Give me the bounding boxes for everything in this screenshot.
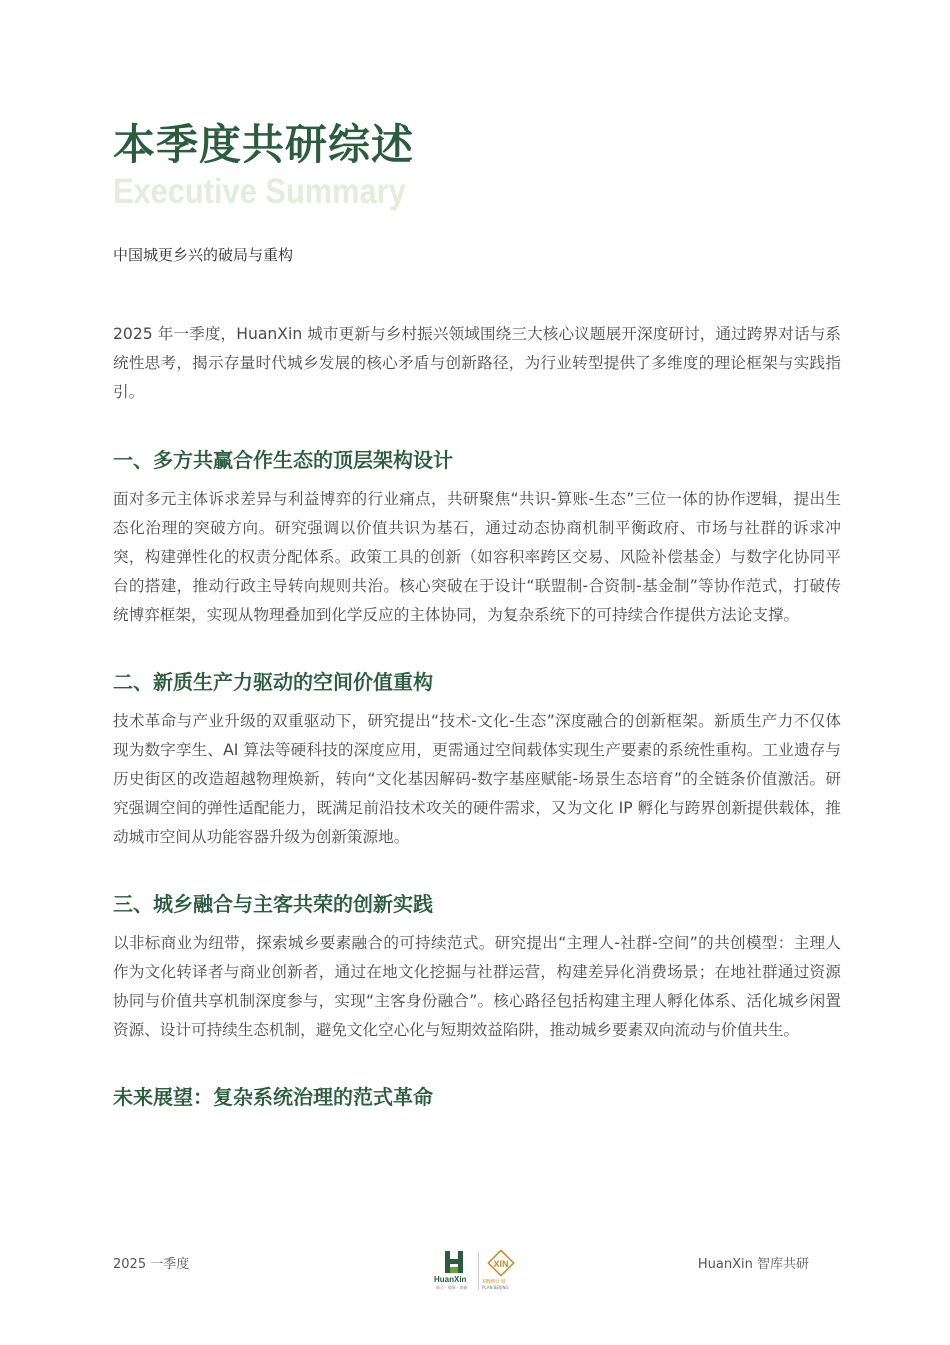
page-title-english: Executive Summary <box>113 172 406 211</box>
section-outlook <box>113 1082 841 1112</box>
section-3-body: 以非标商业为纽带，探索城乡要素融合的可持续范式。研究提出“主理人-社群-空间”的共创模型：主理人作为文化转译者与商业创新者，通过在地文化挖掘与社群运营，构建差异化消费场景；在地社群通过资源协同与价值共享机制深度参与，实现“主客身份融合”。核心路径包括构建主理人孵化体系、活化城乡闲置资源、设计可持续生态机制，避免文化空心化与短期效益陷阱，推动城乡要素双向流动与价值共生。 <box>113 934 841 1039</box>
footer-period: 2025 一季度 <box>113 1257 190 1272</box>
xin-plan-logo-icon <box>481 1250 521 1280</box>
outlook-title: 未来展望：复杂系统治理的范式革命 <box>113 1085 433 1109</box>
section-2 <box>113 667 841 852</box>
huanxin-logo-icon <box>432 1248 478 1276</box>
intro-paragraph: 2025 年一季度，HuanXin 城市更新与乡村振兴领域围绕三大核心议题展开深度研讨，通过跨界对话与系统性思考，揭示存量时代城乡发展的核心矛盾与创新路径，为行业转型提供了多维度的理论框架与实践指引。 <box>113 325 841 401</box>
huanxin-logo-text: HuanXin <box>434 1275 467 1284</box>
section-1 <box>113 445 841 630</box>
section-3 <box>113 889 841 1045</box>
section-2-title: 二、新质生产力驱动的空间价值重构 <box>113 670 433 694</box>
page-title: 本季度共研综述 <box>113 120 415 169</box>
huanxin-logo-tagline: 焕心 · 焕新 · 焕新 <box>436 1285 468 1290</box>
logo-divider <box>478 1252 479 1290</box>
section-3-title: 三、城乡融合与主客共荣的创新实践 <box>113 892 433 916</box>
footer-logos <box>432 1248 522 1296</box>
xin-logo-mark: XIN <box>493 1259 509 1269</box>
xin-plan-logo-tagline: PLAN BEIJING <box>482 1285 509 1290</box>
section-1-body: 面对多元主体诉求差异与利益博弈的行业痛点，共研聚焦“共识-算账-生态”三位一体的协作逻辑，提出生态化治理的突破方向。研究强调以价值共识为基石，通过动态协商机制平衡政府、市场与社群的诉求冲突，构建弹性化的权责分配体系。政策工具的创新（如容积率跨区交易、风险补偿基金）与数字化协同平台的搭建，推动行政主导转向规则共治。核心突破在于设计“联盟制-合资制-基金制”等协作范式，打破传统博弈框架，实现从物理叠加到化学反应的主体协同，为复杂系统下的可持续合作提供方法论支撑。 <box>113 490 841 624</box>
section-2-body: 技术革命与产业升级的双重驱动下，研究提出“技术-文化-生态”深度融合的创新框架。新质生产力不仅体现为数字孪生、AI 算法等硬科技的深度应用，更需通过空间载体实现生产要素的系统性重构。工业遗存与历史街区的改造超越物理焕新，转向“文化基因解码-数字基座赋能-场景生态培育”的全链条价值激活。研究强调空间的弹性适配能力，既满足前沿技术攻关的硬件需求，又为文化 IP 孵化与跨界创新提供载体，推动城市空间从功能容器升级为创新策源地。 <box>113 712 841 846</box>
xin-plan-logo-text: XIN焕计划 <box>482 1279 506 1285</box>
page-subtitle: 中国城更乡兴的破局与重构 <box>113 246 294 264</box>
footer-brand: HuanXin 智库共研 <box>697 1257 809 1272</box>
main-content <box>113 320 841 1149</box>
section-1-title: 一、多方共赢合作生态的顶层架构设计 <box>113 448 453 472</box>
